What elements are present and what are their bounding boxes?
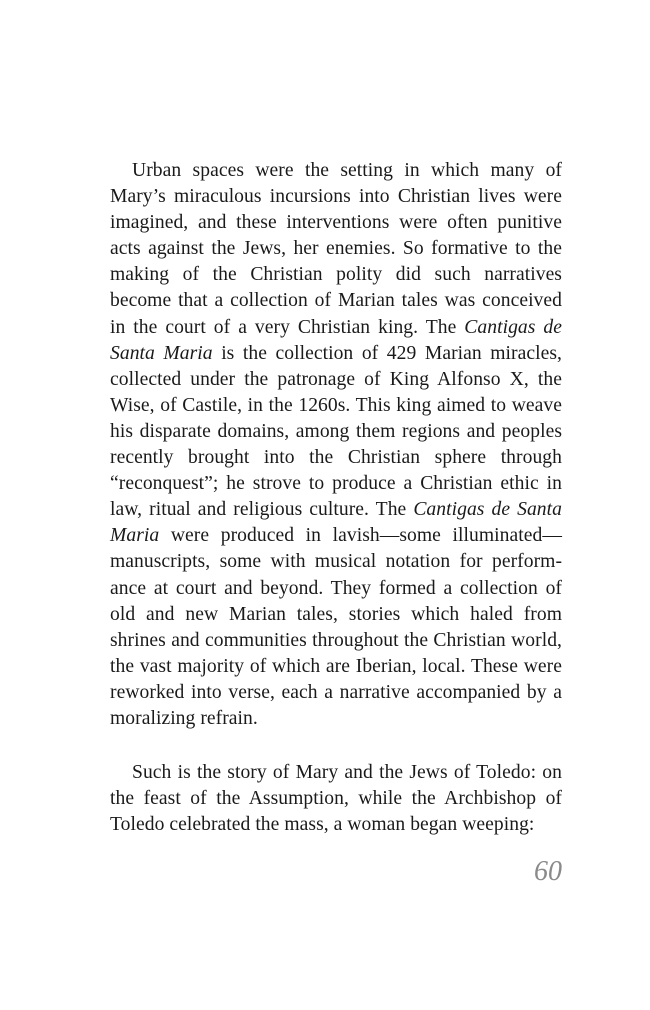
paragraph-text: Urban spaces were the setting in which many of Mary’s miraculous incursions into Christian lives were imagined, and these interventions were often punitive acts against the Jews, her enemies. So formative to the making of the Christian polity did such narratives become that a collection of Marian tales was conceived in the court of a very Christian king. The — [110, 160, 562, 338]
paragraph — [110, 158, 562, 732]
book-title-italic: Cantigas de Santa Maria — [110, 316, 563, 364]
page-body — [110, 158, 562, 838]
paragraph-text: is the collection of 429 Marian miracles, collected under the patronage of King Alfonso X, the Wise, of Castile, in the 1260s. This king aimed to weave his disparate domains, among them regions and peoples recently brought into the Christian sphere through “reconquest”; he strove to produce a Christian ethic in law, ritual and religious culture. The — [110, 342, 562, 521]
paragraph-text: Such is the story of Mary and the Jews of Toledo: on the feast of the Assumption, while the Archbishop of Toledo celebrated the mass, a woman began weeping: — [110, 762, 562, 836]
paragraph-text: were produced in lavish—some illuminated—manuscripts, some with musical notation for performance at court and beyond. They formed a collection of old and new Marian tales, stories which haled from shrines and communities throughout the Christian world, the vast majority of which are Iberian, local. These were reworked into verse, each a narrative accompanied by a moralizing refrain. — [110, 525, 562, 729]
book-title-italic: Cantigas de Santa Maria — [110, 499, 562, 547]
paragraph — [110, 760, 562, 838]
page-number: 60 — [534, 856, 562, 887]
